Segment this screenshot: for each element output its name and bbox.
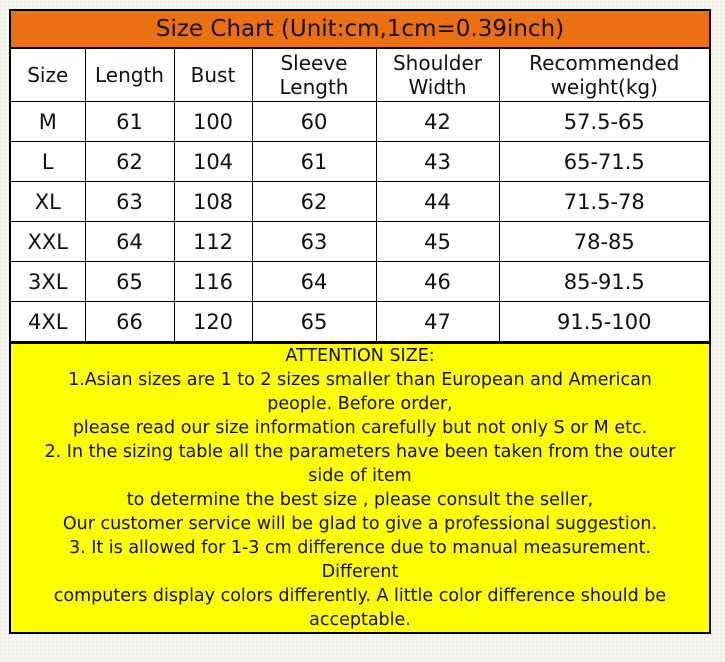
- header-label: Sleeve: [280, 51, 348, 75]
- notice-line: to determine the best size , please consult the seller,: [126, 490, 594, 510]
- cell-bust: 116: [174, 262, 252, 302]
- cell-recommended-weight: 78-85: [499, 222, 709, 262]
- cell-length: 63: [85, 182, 174, 222]
- header-size: [11, 49, 85, 102]
- header-length: [85, 49, 174, 102]
- cell-length: 61: [85, 102, 174, 142]
- cell-sleeve-length: 63: [252, 222, 376, 262]
- header-label: Recommended: [529, 51, 680, 75]
- cell-sleeve-length: 64: [252, 262, 376, 302]
- notice-line: please read our size information carefully but not only S or M etc.: [72, 418, 648, 438]
- header-label: Bust: [190, 63, 236, 87]
- cell-sleeve-length: 62: [252, 182, 376, 222]
- table-row: [11, 262, 709, 302]
- cell-bust: 104: [174, 142, 252, 182]
- notice-line: acceptable.: [309, 610, 411, 630]
- cell-size: XL: [11, 182, 85, 222]
- table-row: [11, 222, 709, 262]
- notice-line: computers display colors differently. A little color difference should be: [53, 586, 667, 606]
- header-shoulder-width: [376, 49, 499, 102]
- cell-bust: 100: [174, 102, 252, 142]
- cell-shoulder-width: 47: [376, 302, 499, 342]
- header-recommended-weight: [499, 49, 709, 102]
- header-bust: [174, 49, 252, 102]
- notice-line: 1.Asian sizes are 1 to 2 sizes smaller than European and American: [68, 370, 652, 390]
- size-table: [11, 49, 709, 342]
- cell-recommended-weight: 57.5-65: [499, 102, 709, 142]
- header-label: Width: [408, 75, 467, 99]
- cell-sleeve-length: 65: [252, 302, 376, 342]
- header-label: Length: [279, 75, 349, 99]
- header-label: Shoulder: [392, 51, 483, 75]
- table-header-row: [11, 49, 709, 102]
- header-label: Length: [95, 63, 164, 87]
- cell-shoulder-width: 45: [376, 222, 499, 262]
- table-row: [11, 182, 709, 222]
- cell-size: 4XL: [11, 302, 85, 342]
- cell-bust: 120: [174, 302, 252, 342]
- cell-recommended-weight: 71.5-78: [499, 182, 709, 222]
- notice-line: side of item: [308, 466, 412, 486]
- size-chart: [9, 9, 711, 634]
- cell-size: 3XL: [11, 262, 85, 302]
- table-row: [11, 302, 709, 342]
- notice-line: people. Before order,: [267, 394, 453, 414]
- cell-size: XXL: [11, 222, 85, 262]
- notice-line: 3. It is allowed for 1-3 cm difference due to manual measurement.: [68, 538, 652, 558]
- cell-length: 62: [85, 142, 174, 182]
- cell-recommended-weight: 85-91.5: [499, 262, 709, 302]
- cell-bust: 112: [174, 222, 252, 262]
- table-row: [11, 142, 709, 182]
- cell-bust: 108: [174, 182, 252, 222]
- cell-size: M: [11, 102, 85, 142]
- cell-shoulder-width: 46: [376, 262, 499, 302]
- cell-size: L: [11, 142, 85, 182]
- cell-length: 66: [85, 302, 174, 342]
- cell-length: 64: [85, 222, 174, 262]
- cell-recommended-weight: 65-71.5: [499, 142, 709, 182]
- table-row: [11, 102, 709, 142]
- notice-line: 2. In the sizing table all the parameters have been taken from the outer: [44, 442, 676, 462]
- cell-length: 65: [85, 262, 174, 302]
- header-label: Size: [27, 63, 69, 87]
- header-label: weight(kg): [550, 75, 658, 99]
- cell-sleeve-length: 61: [252, 142, 376, 182]
- chart-title: Size Chart (Unit:cm,1cm=0.39inch): [11, 11, 709, 49]
- notice-line: Our customer service will be glad to give a professional suggestion.: [62, 514, 658, 534]
- cell-shoulder-width: 42: [376, 102, 499, 142]
- cell-sleeve-length: 60: [252, 102, 376, 142]
- cell-shoulder-width: 43: [376, 142, 499, 182]
- header-sleeve-length: [252, 49, 376, 102]
- notice-heading: ATTENTION SIZE:: [285, 346, 435, 366]
- notice-line: Different: [321, 562, 399, 582]
- cell-shoulder-width: 44: [376, 182, 499, 222]
- attention-notice: [11, 342, 709, 632]
- cell-recommended-weight: 91.5-100: [499, 302, 709, 342]
